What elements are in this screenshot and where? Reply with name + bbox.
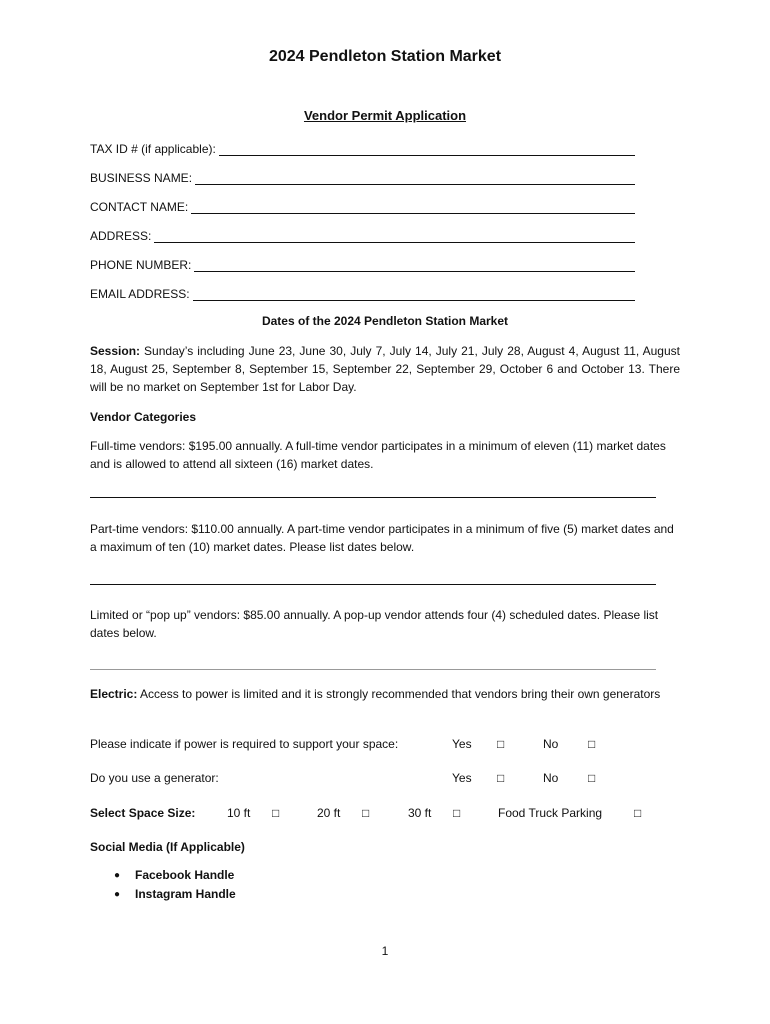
- space-10ft-label: 10 ft: [227, 806, 251, 820]
- fulltime-divider: [90, 497, 656, 498]
- electric-label: Electric:: [90, 687, 138, 701]
- tax-id-label: TAX ID # (if applicable):: [90, 142, 216, 156]
- contact-name-label: CONTACT NAME:: [90, 200, 189, 214]
- power-question-label: Please indicate if power is required to support your space:: [90, 737, 399, 751]
- business-name-line[interactable]: [195, 170, 635, 185]
- space-10ft-checkbox[interactable]: □: [272, 806, 280, 820]
- contact-name-line[interactable]: [191, 199, 635, 214]
- email-address-field[interactable]: [90, 283, 635, 301]
- session-paragraph: [90, 342, 680, 396]
- address-label: ADDRESS:: [90, 229, 152, 243]
- space-size-row: [90, 806, 690, 824]
- social-media-heading: Social Media (If Applicable): [90, 840, 245, 854]
- generator-question-label: Do you use a generator:: [90, 771, 219, 785]
- address-field[interactable]: [90, 225, 635, 243]
- tax-id-field[interactable]: [90, 138, 635, 156]
- power-no-checkbox[interactable]: □: [588, 737, 596, 751]
- space-30ft-label: 30 ft: [408, 806, 432, 820]
- phone-number-line[interactable]: [194, 257, 635, 272]
- electric-text: Access to power is limited and it is strongly recommended that vendors bring their own generators: [137, 687, 661, 701]
- space-20ft-checkbox[interactable]: □: [362, 806, 370, 820]
- facebook-handle-item: ● Facebook Handle: [90, 866, 490, 885]
- generator-yes-checkbox[interactable]: □: [497, 771, 505, 785]
- parttime-dates-line[interactable]: [90, 584, 656, 585]
- email-address-label: EMAIL ADDRESS:: [90, 287, 190, 301]
- document-title: 2024 Pendleton Station Market: [268, 48, 502, 65]
- instagram-handle-item: ● Instagram Handle: [90, 885, 490, 904]
- business-name-label: BUSINESS NAME:: [90, 171, 193, 185]
- parttime-paragraph: Part-time vendors: $110.00 annually. A part-time vendor participates in a minimum of five (5) market dates and a maximum of ten (10) market dates. Please list dates below.: [90, 522, 674, 554]
- space-food-truck-checkbox[interactable]: □: [634, 806, 642, 820]
- email-address-line[interactable]: [193, 286, 635, 301]
- generator-no-checkbox[interactable]: □: [588, 771, 596, 785]
- popup-paragraph: Limited or “pop up” vendors: $85.00 annually. A pop-up vendor attends four (4) scheduled dates. Please list dates below.: [90, 608, 659, 640]
- phone-number-label: PHONE NUMBER:: [90, 258, 192, 272]
- fulltime-paragraph: Full-time vendors: $195.00 annually. A full-time vendor participates in a minimum of eleven (11) market dates and is allowed to attend all sixteen (16) market dates.: [90, 439, 666, 471]
- space-30ft-checkbox[interactable]: □: [453, 806, 461, 820]
- power-no-label: No: [543, 737, 559, 751]
- generator-question-row: [90, 771, 690, 789]
- generator-no-label: No: [543, 771, 559, 785]
- vendor-categories-heading: Vendor Categories: [90, 410, 197, 424]
- power-question-row: [90, 737, 690, 755]
- space-size-label: Select Space Size:: [90, 806, 196, 820]
- generator-yes-label: Yes: [452, 771, 472, 785]
- electric-paragraph: [90, 685, 680, 703]
- power-yes-label: Yes: [452, 737, 472, 751]
- form-subtitle: Vendor Permit Application: [303, 108, 467, 123]
- address-line[interactable]: [154, 228, 635, 243]
- session-label: Session:: [90, 344, 141, 358]
- space-20ft-label: 20 ft: [317, 806, 341, 820]
- social-media-list: [90, 866, 490, 904]
- contact-name-field[interactable]: [90, 196, 635, 214]
- dates-heading: Dates of the 2024 Pendleton Station Market: [261, 314, 509, 328]
- power-yes-checkbox[interactable]: □: [497, 737, 505, 751]
- tax-id-line[interactable]: [219, 141, 635, 156]
- space-food-truck-label: Food Truck Parking: [498, 806, 603, 820]
- business-name-field[interactable]: [90, 167, 635, 185]
- popup-dates-line[interactable]: [90, 669, 656, 670]
- page-number: 1: [381, 944, 389, 958]
- session-text: Sunday’s including June 23, June 30, July 7, July 14, July 21, July 28, August 4, August 11, August 18, August 25, September 8, September 15, September 22, September 29, October 6 and October 13. There will be no market on September 1st for Labor Day.: [90, 344, 680, 394]
- phone-number-field[interactable]: [90, 254, 635, 272]
